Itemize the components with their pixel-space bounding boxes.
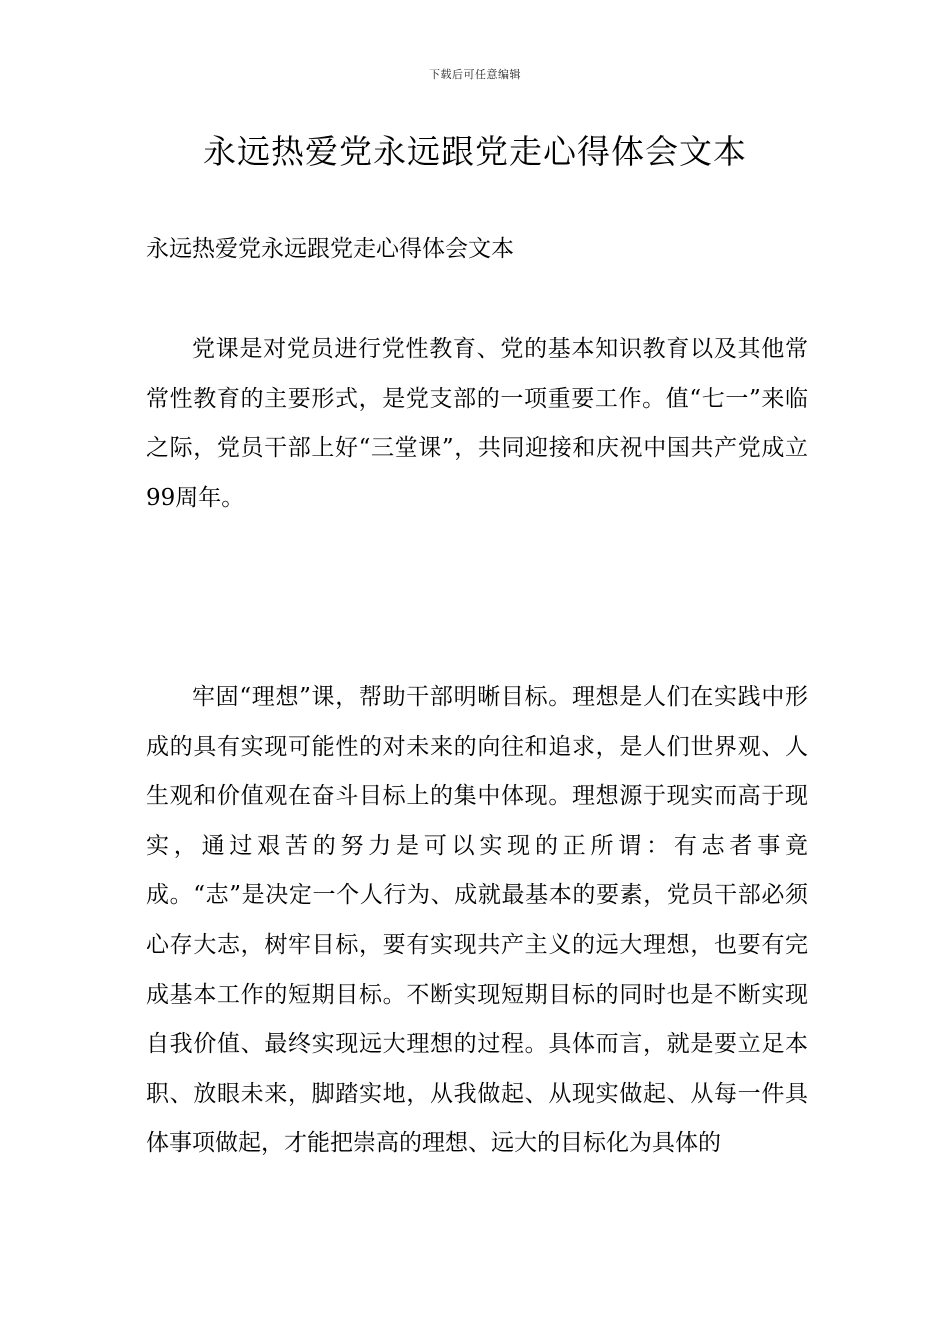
document-title: 永远热爱党永远跟党走心得体会文本 <box>203 132 747 171</box>
body-paragraph-1: 党课是对党员进行党性教育、党的基本知识教育以及其他常常性教育的主要形式，是党支部的一项重要工作。值“七一”来临之际，党员干部上好“三堂课”，共同迎接和庆祝中国共产党成立99周年。 <box>146 336 808 511</box>
header-note: 下载后可任意编辑 <box>429 68 521 81</box>
body-paragraph-2: 牢固“理想”课，帮助干部明晰目标。理想是人们在实践中形成的具有实现可能性的对未来的向往和追求，是人们世界观、人生观和价值观在奋斗目标上的集中体现。理想源于现实而高于现实，通过艰苦的努力是可以实现的正所谓：有志者事竟成。“志”是决定一个人行为、成就最基本的要素，党员干部必须心存大志，树牢目标，要有实现共产主义的远大理想，也要有完成基本工作的短期目标。不断实现短期目标的同时也是不断实现自我价值、最终实现远大理想的过程。具体而言，就是要立足本职、放眼未来，脚踏实地，从我做起、从现实做起、从每一件具体事项做起，才能把崇高的理想、远大的目标化为具体的 <box>146 684 808 1157</box>
document-subtitle: 永远热爱党永远跟党走心得体会文本 <box>146 236 514 262</box>
